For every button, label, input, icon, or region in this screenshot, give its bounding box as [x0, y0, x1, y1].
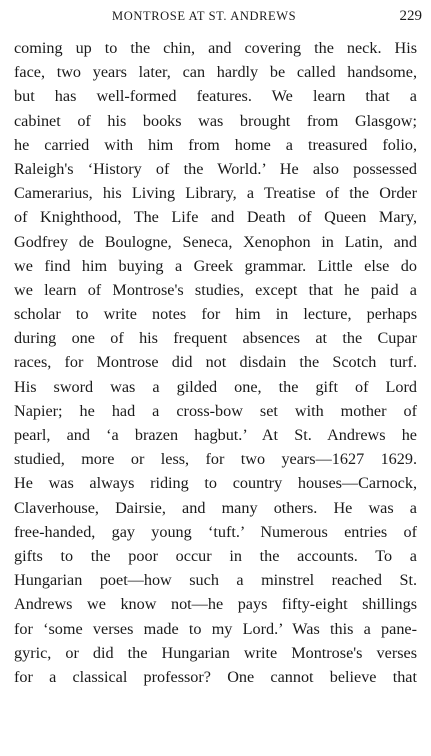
- page-number: 229: [399, 8, 422, 24]
- text-line: His sword was a gilded one, the gift of Lord: [14, 377, 417, 396]
- text-line: Raleigh's ‘History of the World.’ He also possessed: [14, 159, 417, 178]
- text-line: he carried with him from home a treasured folio,: [14, 135, 417, 154]
- text-line: coming up to the chin, and covering the neck. His: [14, 39, 417, 57]
- text-line: He was always riding to country houses—Carnock,: [14, 474, 417, 493]
- running-head: [0, 5, 431, 27]
- text-line: studied, more or less, for two years—1627 1629.: [14, 450, 417, 469]
- text-line: Claverhouse, Dairsie, and many others. He was a: [14, 498, 417, 517]
- text-line: face, two years later, can hardly be called handsome,: [14, 63, 417, 82]
- text-line: pearl, and ‘a brazen hagbut.’ At St. Andrews he: [14, 426, 417, 444]
- text-line: free-handed, gay young ‘tuft.’ Numerous entries of: [14, 522, 417, 541]
- text-line: Godfrey de Boulogne, Seneca, Xenophon in Latin, and: [14, 232, 417, 251]
- text-line: races, for Montrose did not disdain the Scotch turf.: [14, 353, 417, 372]
- body-text: [14, 36, 417, 689]
- text-line: of Knighthood, The Life and Death of Queen Mary,: [14, 208, 417, 227]
- text-line: gyric, or did the Hungarian write Montrose's verses: [14, 643, 417, 662]
- text-line: scholar to write notes for him in lecture, perhaps: [14, 305, 417, 324]
- running-title: MONTROSE AT ST. ANDREWS: [112, 9, 297, 23]
- text-line: Hungarian poet—how such a minstrel reached St.: [14, 571, 417, 590]
- text-line: but has well-formed features. We learn that a: [14, 87, 417, 106]
- text-line: Napier; he had a cross-bow set with mother of: [14, 401, 417, 420]
- text-line: cabinet of his books was brought from Glasgow;: [14, 111, 417, 130]
- text-line: we find him buying a Greek grammar. Little else do: [14, 256, 417, 275]
- text-line: we learn of Montrose's studies, except that he paid a: [14, 280, 417, 299]
- text-line: gifts to the poor occur in the accounts. To a: [14, 546, 417, 565]
- text-line: for ‘some verses made to my Lord.’ Was this a pane-: [14, 619, 417, 638]
- text-line: Camerarius, his Living Library, a Treatise of the Order: [14, 184, 417, 203]
- text-line: Andrews we know not—he pays fifty-eight shillings: [14, 595, 417, 614]
- text-line: during one of his frequent absences at the Cupar: [14, 329, 417, 348]
- text-line: for a classical professor? One cannot believe that: [14, 667, 417, 686]
